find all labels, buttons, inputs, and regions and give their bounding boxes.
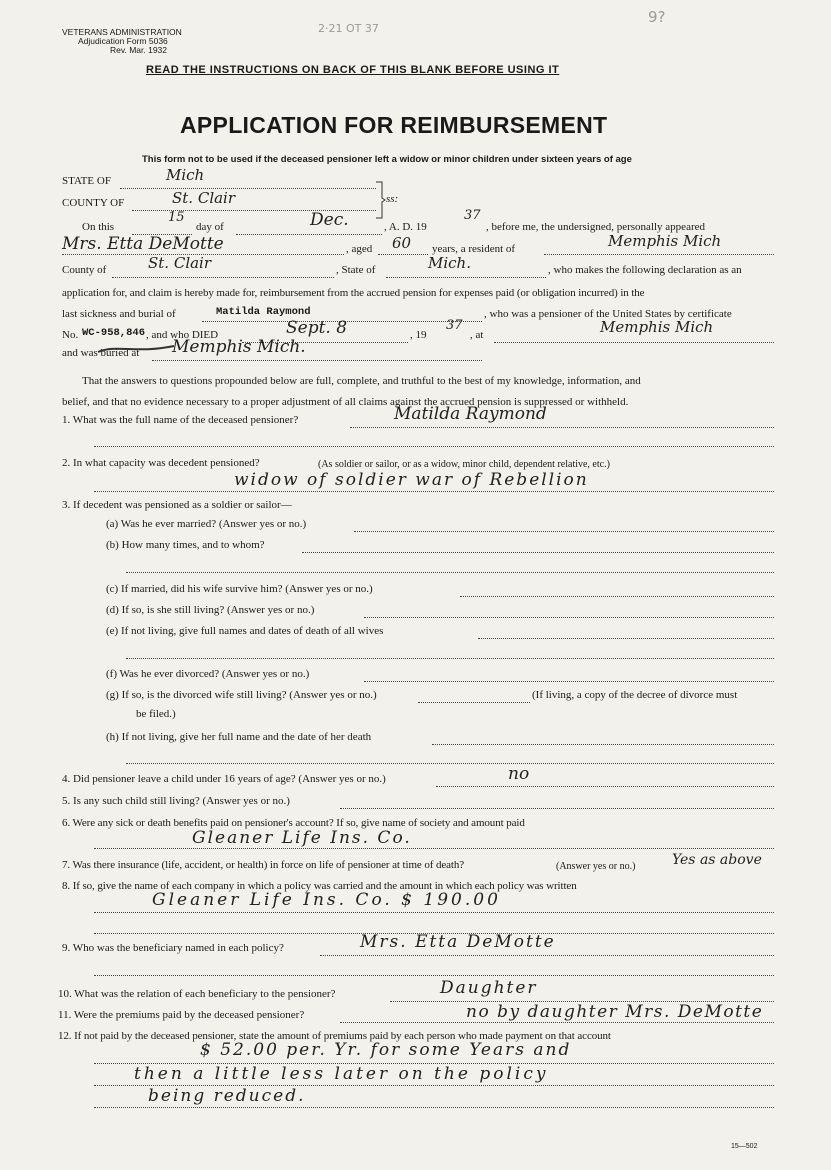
question-3a: (a) Was he ever married? (Answer yes or no.) — [106, 518, 307, 530]
venue-brace — [374, 180, 386, 220]
answer-12-line-2: then a little less later on the policy — [134, 1064, 549, 1084]
form-revision: Rev. Mar. 1932 — [110, 45, 168, 55]
answer-12-line-3: being reduced. — [148, 1086, 306, 1106]
question-3e: (e) If not living, give full names and dates of death of all wives — [106, 625, 384, 637]
declaration-text: , who makes the following declaration as an — [548, 264, 742, 276]
question-2-hint: (As soldier or sailor, or as a widow, minor child, dependent relative, etc.) — [318, 459, 610, 470]
no-label: No. — [62, 329, 79, 341]
application-text: application for, and claim is hereby made for, reimbursement from the accrued pension for expenses paid (or obligation incurred) in the — [62, 287, 645, 299]
died-year-value: 37 — [446, 318, 463, 333]
county-of-label: County of — [62, 264, 107, 276]
died-date-value: Sept. 8 — [286, 318, 348, 338]
county-label: COUNTY OF — [62, 197, 125, 209]
answer-8: Gleaner Life Ins. Co. $ 190.00 — [152, 890, 501, 910]
instructions-banner: READ THE INSTRUCTIONS ON BACK OF THIS BLANK BEFORE USING IT — [146, 64, 560, 76]
question-3g: (g) If so, is the divorced wife still living? (Answer yes or no.) — [106, 689, 377, 701]
question-10: 10. What was the relation of each beneficiary to the pensioner? — [58, 988, 336, 1000]
answer-2: widow of soldier war of Rebellion — [234, 470, 589, 490]
state-of-label: , State of — [336, 264, 376, 276]
oath-line-1: That the answers to questions propounded below are full, complete, and truthful to the best of my knowledge, information, and — [82, 375, 641, 387]
ss-mark: ss: — [386, 193, 399, 205]
question-3h: (h) If not living, give her full name and the date of her death — [106, 731, 372, 743]
agency-name: VETERANS ADMINISTRATION — [62, 27, 182, 37]
answer-1: Matilda Raymond — [394, 404, 547, 424]
state-label: STATE OF — [62, 175, 111, 187]
footer-code: 15—502 — [731, 1143, 758, 1150]
county-value: St. Clair — [172, 189, 236, 207]
day-of-label: day of — [196, 221, 224, 233]
answer-7: Yes as above — [672, 852, 762, 868]
faint-stamp-right: 9? — [648, 8, 666, 26]
question-3d: (d) If so, is she still living? (Answer yes or no.) — [106, 604, 315, 616]
died-place-value: Memphis Mich — [600, 318, 714, 336]
question-3g-tail: (If living, a copy of the decree of divorce must — [532, 689, 738, 701]
form-subtitle: This form not to be used if the deceased pensioner left a widow or minor children under sixteen years of age — [142, 154, 632, 165]
question-7-hint: (Answer yes or no.) — [556, 861, 636, 872]
who-died-label: , and who DIED — [146, 329, 219, 341]
ad-label: , A. D. 19 — [384, 221, 427, 233]
at-label: , at — [470, 329, 484, 341]
day-value: 15 — [168, 210, 185, 225]
question-5: 5. Is any such child still living? (Answer yes or no.) — [62, 795, 290, 807]
question-3: 3. If decedent was pensioned as a soldier or sailor— — [62, 499, 292, 511]
before-me-text: , before me, the undersigned, personally appeared — [486, 221, 705, 233]
county2-value: St. Clair — [148, 254, 212, 272]
state2-value: Mich. — [428, 254, 471, 272]
question-4: 4. Did pensioner leave a child under 16 years of age? (Answer yes or no.) — [62, 773, 386, 785]
question-7: 7. Was there insurance (life, accident, or health) in force on life of pensioner at time of death? — [62, 859, 465, 871]
question-2: 2. In what capacity was decedent pensioned? — [62, 457, 260, 469]
question-1: 1. What was the full name of the deceased pensioner? — [62, 414, 299, 426]
answer-4: no — [508, 764, 530, 784]
buried-value: Memphis Mich. — [172, 337, 306, 357]
state-value: Mich — [166, 166, 205, 184]
oath-line-2: belief, and that no evidence necessary to a proper adjustment of all claims against the accrued pension is suppressed or withheld. — [62, 396, 629, 408]
faint-stamp: 2·21 OT 37 — [318, 22, 379, 35]
answer-10: Daughter — [440, 978, 538, 998]
certificate-value: WC-958,846 — [82, 327, 146, 339]
question-9: 9. Who was the beneficiary named in each policy? — [62, 942, 284, 954]
question-3c: (c) If married, did his wife survive him? (Answer yes or no.) — [106, 583, 373, 595]
nineteen-label: , 19 — [410, 329, 427, 341]
answer-9: Mrs. Etta DeMotte — [360, 932, 556, 952]
question-3f: (f) Was he ever divorced? (Answer yes or no.) — [106, 668, 310, 680]
answer-6: Gleaner Life Ins. Co. — [192, 828, 412, 848]
question-3b: (b) How many times, and to whom? — [106, 539, 265, 551]
pensioner-cert-text: , who was a pensioner of the United States by certificate — [484, 308, 732, 320]
month-value: Dec. — [310, 210, 349, 230]
deceased-value: Matilda Raymond — [216, 306, 311, 318]
year-value: 37 — [464, 208, 481, 223]
aged-label: , aged — [346, 243, 373, 255]
question-12: 12. If not paid by the deceased pensioner, state the amount of premiums paid by each person who made payment on that account — [58, 1030, 611, 1042]
last-sickness-label: last sickness and burial of — [62, 308, 176, 320]
form-title: APPLICATION FOR REIMBURSEMENT — [180, 112, 608, 138]
form-number: Adjudication Form 5036 — [78, 36, 168, 46]
years-resident-text: years, a resident of — [432, 243, 516, 255]
question-3g-tail2: be filed.) — [136, 708, 176, 720]
state-line — [120, 188, 376, 189]
answer-12-line-1: $ 52.00 per. Yr. for some Years and — [200, 1040, 572, 1060]
buried-at-label: and was buried at — [62, 347, 140, 359]
age-value: 60 — [392, 234, 412, 252]
answer-11: no by daughter Mrs. DeMotte — [466, 1002, 764, 1022]
residence-value: Memphis Mich — [608, 232, 722, 250]
strikeout-scribble — [96, 342, 176, 356]
question-11: 11. Were the premiums paid by the deceased pensioner? — [58, 1009, 305, 1021]
question-8: 8. If so, give the name of each company in which a policy was carried and the amount in which each policy was written — [62, 880, 577, 892]
claimant-value: Mrs. Etta DeMotte — [62, 234, 224, 254]
question-6: 6. Were any sick or death benefits paid on pensioner's account? If so, give name of society and amount paid — [62, 817, 525, 829]
on-this-label: On this — [82, 221, 115, 233]
